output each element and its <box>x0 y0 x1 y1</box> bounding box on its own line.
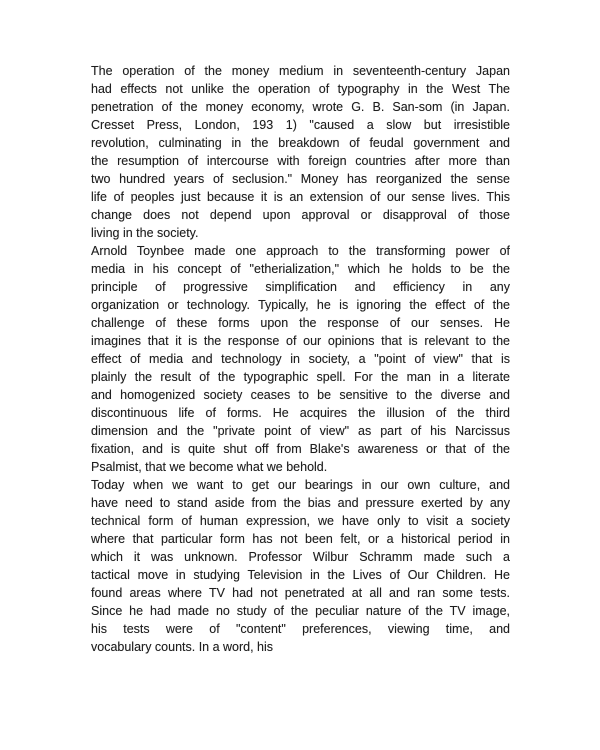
text-line: revolution, culminating in the breakdown of feudal government and <box>91 136 510 150</box>
text-line: change does not depend upon approval or disapproval of those <box>91 208 510 222</box>
text-line: two hundred years of seclusion." Money has reorganized the sense <box>91 172 510 186</box>
text-line: media in his concept of "etherialization," which he holds to be the <box>91 262 510 276</box>
paragraph <box>91 476 510 656</box>
text-line: had effects not unlike the operation of typography in the West The <box>91 82 510 96</box>
text-line: found areas where TV had not penetrated at all and ran some tests. <box>91 586 510 600</box>
text-line: Cresset Press, London, 193 1) "caused a slow but irresistible <box>91 118 510 132</box>
text-line: The operation of the money medium in seventeenth-century Japan <box>91 64 510 78</box>
text-line: penetration of the money economy, wrote G. B. San-som (in Japan. <box>91 100 510 114</box>
text-line: challenge of these forms upon the response of our senses. He <box>91 316 510 330</box>
paragraph <box>91 62 510 242</box>
text-line: have need to stand aside from the bias and pressure exerted by any <box>91 496 510 510</box>
text-line: his tests were of "content" preferences, viewing time, and <box>91 622 510 636</box>
text-line: imagines that it is the response of our opinions that is relevant to the <box>91 334 510 348</box>
text-line: where that particular form has not been felt, or a historical period in <box>91 532 510 546</box>
text-line: discontinuous life of forms. He acquires the illusion of the third <box>91 406 510 420</box>
text-line: and homogenized society ceases to be sensitive to the diverse and <box>91 388 510 402</box>
text-line: effect of media and technology in society, a "point of view" that is <box>91 352 510 366</box>
text-line: life of peoples just because it is an extension of our sense lives. This <box>91 190 510 204</box>
text-line: Today when we want to get our bearings in our own culture, and <box>91 478 510 492</box>
text-line: Since he had made no study of the peculiar nature of the TV image, <box>91 604 510 618</box>
text-line: vocabulary counts. In a word, his <box>91 640 274 654</box>
text-line: plainly the result of the typographic spell. For the man in a literate <box>91 370 510 384</box>
text-line: principle of progressive simplification and efficiency in any <box>91 280 510 294</box>
text-line: Arnold Toynbee made one approach to the transforming power of <box>91 244 510 258</box>
text-line: Psalmist, that we become what we behold. <box>91 460 328 474</box>
text-line: dimension and the "private point of view" as part of his Narcissus <box>91 424 510 438</box>
text-line: technical form of human expression, we have only to visit a society <box>91 514 510 528</box>
text-column <box>91 62 510 656</box>
text-line: living in the society. <box>91 226 199 240</box>
text-line: which it was unknown. Professor Wilbur Schramm made such a <box>91 550 510 564</box>
text-line: tactical move in studying Television in the Lives of Our Children. He <box>91 568 510 582</box>
text-line: organization or technology. Typically, he is ignoring the effect of the <box>91 298 510 312</box>
text-line: the resumption of intercourse with foreign countries after more than <box>91 154 510 168</box>
text-line: fixation, and is quite shut off from Blake's awareness or that of the <box>91 442 510 456</box>
paragraph <box>91 242 510 476</box>
